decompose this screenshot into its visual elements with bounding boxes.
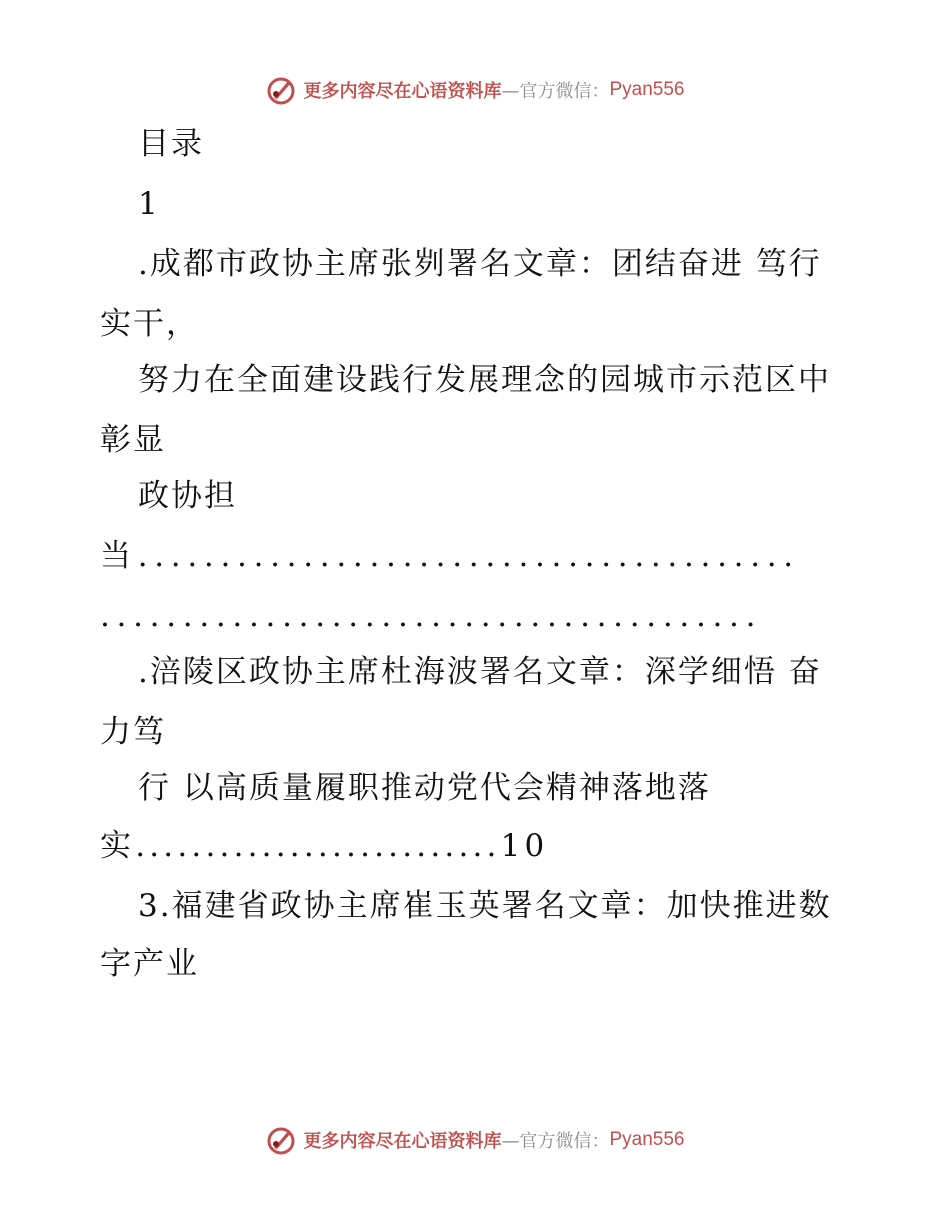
toc-line: 字产业 [100,946,199,982]
toc-line: 实干， [100,306,199,342]
quill-seal-icon [265,74,297,106]
toc-line: 力笃 [100,714,166,750]
toc-line: 行 以高质量履职推动党代会精神落地落 [138,770,711,806]
watermark-account: Pyan556 [609,79,685,100]
toc-line: 1 [138,186,160,222]
toc-leader-line: ........................................ [100,598,763,634]
toc-line: 努力在全面建设践行发展理念的园城市示范区中 [138,362,831,398]
toc-line: 政协担 [138,478,237,514]
toc-line: 彰显 [100,422,166,458]
toc-line: 3.福建省政协主席崔玉英署名文章：加快推进数 [138,888,832,924]
watermark-dash: —官方微信： [501,81,610,102]
toc-line: .成都市政协主席张刿署名文章：团结奋进 笃行 [138,246,822,282]
toc-leader-line: 当........................................ [100,538,800,574]
quill-seal-icon [265,1124,297,1156]
watermark-text: 更多内容尽在心语资料库 [303,1131,502,1152]
toc-leader-line: 实..........................10 [100,828,549,864]
watermark-account: Pyan556 [609,1129,685,1150]
watermark-dash: —官方微信： [501,1131,610,1152]
toc-line: .涪陵区政协主席杜海波署名文章：深学细悟 奋 [138,654,822,690]
toc-heading: 目录 [138,126,204,162]
watermark-banner-bottom [0,1120,950,1160]
watermark-banner-top [0,70,950,110]
watermark-text: 更多内容尽在心语资料库 [303,81,502,102]
